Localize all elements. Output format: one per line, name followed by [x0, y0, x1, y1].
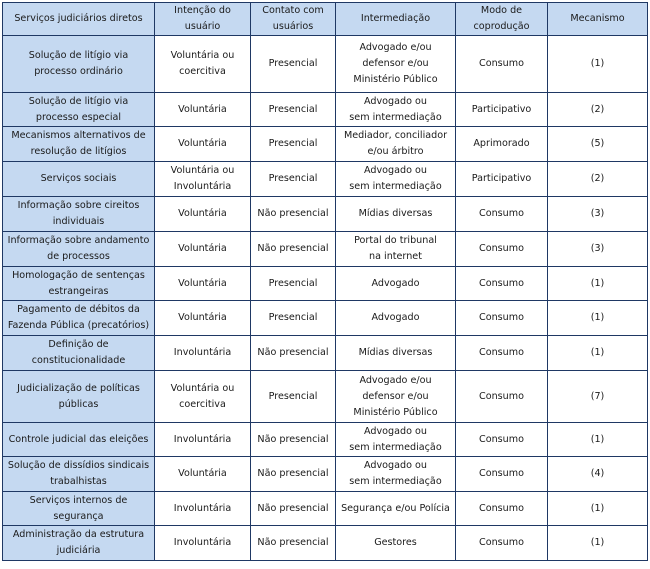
header-row: [3, 3, 648, 36]
cell-intention: Voluntária: [155, 197, 251, 232]
cell-coproduction: Participativo: [456, 162, 548, 197]
table-row: [3, 127, 648, 162]
cell-contact: Presencial: [251, 162, 336, 197]
cell-mechanism: (3): [548, 232, 648, 267]
cell-service: Solução de dissídios sindicais trabalhistas: [3, 457, 155, 492]
cell-contact: Presencial: [251, 93, 336, 127]
cell-contact: Não presencial: [251, 423, 336, 457]
cell-service: Definição de constitucionalidade: [3, 336, 155, 371]
cell-mechanism: (1): [548, 336, 648, 371]
cell-mechanism: (2): [548, 162, 648, 197]
cell-service: Solução de litígio via processo ordinário: [3, 36, 155, 93]
cell-intermediation: Advogado ou sem intermediação: [336, 162, 456, 197]
cell-coproduction: Consumo: [456, 336, 548, 371]
cell-intention: Voluntária: [155, 301, 251, 336]
table-row: [3, 197, 648, 232]
cell-service: Informação sobre cireitos individuais: [3, 197, 155, 232]
cell-intermediation: Advogado ou sem intermediação: [336, 457, 456, 492]
cell-intention: Voluntária: [155, 267, 251, 301]
cell-contact: Presencial: [251, 301, 336, 336]
cell-intention: Voluntária: [155, 93, 251, 127]
cell-service: Homologação de sentenças estrangeiras: [3, 267, 155, 301]
cell-mechanism: (3): [548, 197, 648, 232]
cell-service: Informação sobre andamento de processos: [3, 232, 155, 267]
cell-mechanism: (2): [548, 93, 648, 127]
cell-coproduction: Consumo: [456, 526, 548, 561]
cell-intention: Voluntária: [155, 457, 251, 492]
cell-intermediation: Advogado ou sem intermediação: [336, 93, 456, 127]
cell-coproduction: Consumo: [456, 457, 548, 492]
cell-intention: Involuntária: [155, 336, 251, 371]
cell-mechanism: (1): [548, 423, 648, 457]
cell-coproduction: Consumo: [456, 371, 548, 423]
header-modo: Modo de coprodução: [456, 3, 548, 36]
cell-coproduction: Consumo: [456, 36, 548, 93]
cell-intention: Voluntária: [155, 232, 251, 267]
cell-intermediation: Portal do tribunal na internet: [336, 232, 456, 267]
cell-mechanism: (1): [548, 526, 648, 561]
cell-intermediation: Segurança e/ou Polícia: [336, 492, 456, 526]
cell-contact: Presencial: [251, 371, 336, 423]
table-row: [3, 162, 648, 197]
table-row: [3, 371, 648, 423]
cell-intention: Involuntária: [155, 492, 251, 526]
cell-intention: Voluntária ou coercitiva: [155, 371, 251, 423]
cell-contact: Presencial: [251, 36, 336, 93]
header-servicos: Serviços judiciários diretos: [3, 3, 155, 36]
cell-intermediation: Gestores: [336, 526, 456, 561]
cell-service: Serviços internos de segurança: [3, 492, 155, 526]
cell-intermediation: Mídias diversas: [336, 197, 456, 232]
cell-coproduction: Participativo: [456, 93, 548, 127]
cell-intermediation: Advogado e/ou defensor e/ou Ministério Público: [336, 36, 456, 93]
cell-coproduction: Aprimorado: [456, 127, 548, 162]
cell-mechanism: (7): [548, 371, 648, 423]
cell-mechanism: (1): [548, 492, 648, 526]
cell-service: Mecanismos alternativos de resolução de litígios: [3, 127, 155, 162]
cell-intermediation: Advogado ou sem intermediação: [336, 423, 456, 457]
header-contato: Contato com usuários: [251, 3, 336, 36]
table-row: [3, 457, 648, 492]
cell-service: Solução de litígio via processo especial: [3, 93, 155, 127]
cell-intention: Voluntária: [155, 127, 251, 162]
cell-contact: Presencial: [251, 267, 336, 301]
cell-intention: Voluntária ou Involuntária: [155, 162, 251, 197]
table-row: [3, 301, 648, 336]
cell-service: Judicialização de políticas públicas: [3, 371, 155, 423]
table-row: [3, 267, 648, 301]
cell-mechanism: (5): [548, 127, 648, 162]
cell-service: Serviços sociais: [3, 162, 155, 197]
cell-coproduction: Consumo: [456, 267, 548, 301]
header-intencao: Intenção do usuário: [155, 3, 251, 36]
cell-contact: Não presencial: [251, 197, 336, 232]
table-row: [3, 36, 648, 93]
services-table: [2, 2, 648, 561]
cell-intention: Involuntária: [155, 423, 251, 457]
table-row: [3, 423, 648, 457]
cell-service: Administração da estrutura judiciária: [3, 526, 155, 561]
cell-coproduction: Consumo: [456, 423, 548, 457]
cell-intermediation: Mídias diversas: [336, 336, 456, 371]
cell-intermediation: Mediador, conciliador e/ou árbitro: [336, 127, 456, 162]
cell-contact: Não presencial: [251, 526, 336, 561]
cell-intermediation: Advogado: [336, 267, 456, 301]
cell-service: Controle judicial das eleições: [3, 423, 155, 457]
cell-mechanism: (1): [548, 301, 648, 336]
header-intermediacao: Intermediação: [336, 3, 456, 36]
cell-contact: Não presencial: [251, 457, 336, 492]
cell-intention: Involuntária: [155, 526, 251, 561]
header-mecanismo: Mecanismo: [548, 3, 648, 36]
cell-mechanism: (1): [548, 36, 648, 93]
cell-intermediation: Advogado: [336, 301, 456, 336]
cell-contact: Presencial: [251, 127, 336, 162]
cell-contact: Não presencial: [251, 232, 336, 267]
cell-coproduction: Consumo: [456, 232, 548, 267]
cell-coproduction: Consumo: [456, 301, 548, 336]
cell-coproduction: Consumo: [456, 492, 548, 526]
cell-contact: Não presencial: [251, 492, 336, 526]
cell-intermediation: Advogado e/ou defensor e/ou Ministério Público: [336, 371, 456, 423]
table-row: [3, 526, 648, 561]
cell-intention: Voluntária ou coercitiva: [155, 36, 251, 93]
cell-coproduction: Consumo: [456, 197, 548, 232]
cell-mechanism: (4): [548, 457, 648, 492]
table-row: [3, 492, 648, 526]
table-row: [3, 232, 648, 267]
table-row: [3, 93, 648, 127]
cell-contact: Não presencial: [251, 336, 336, 371]
cell-mechanism: (1): [548, 267, 648, 301]
cell-service: Pagamento de débitos da Fazenda Pública (precatórios): [3, 301, 155, 336]
table-row: [3, 336, 648, 371]
